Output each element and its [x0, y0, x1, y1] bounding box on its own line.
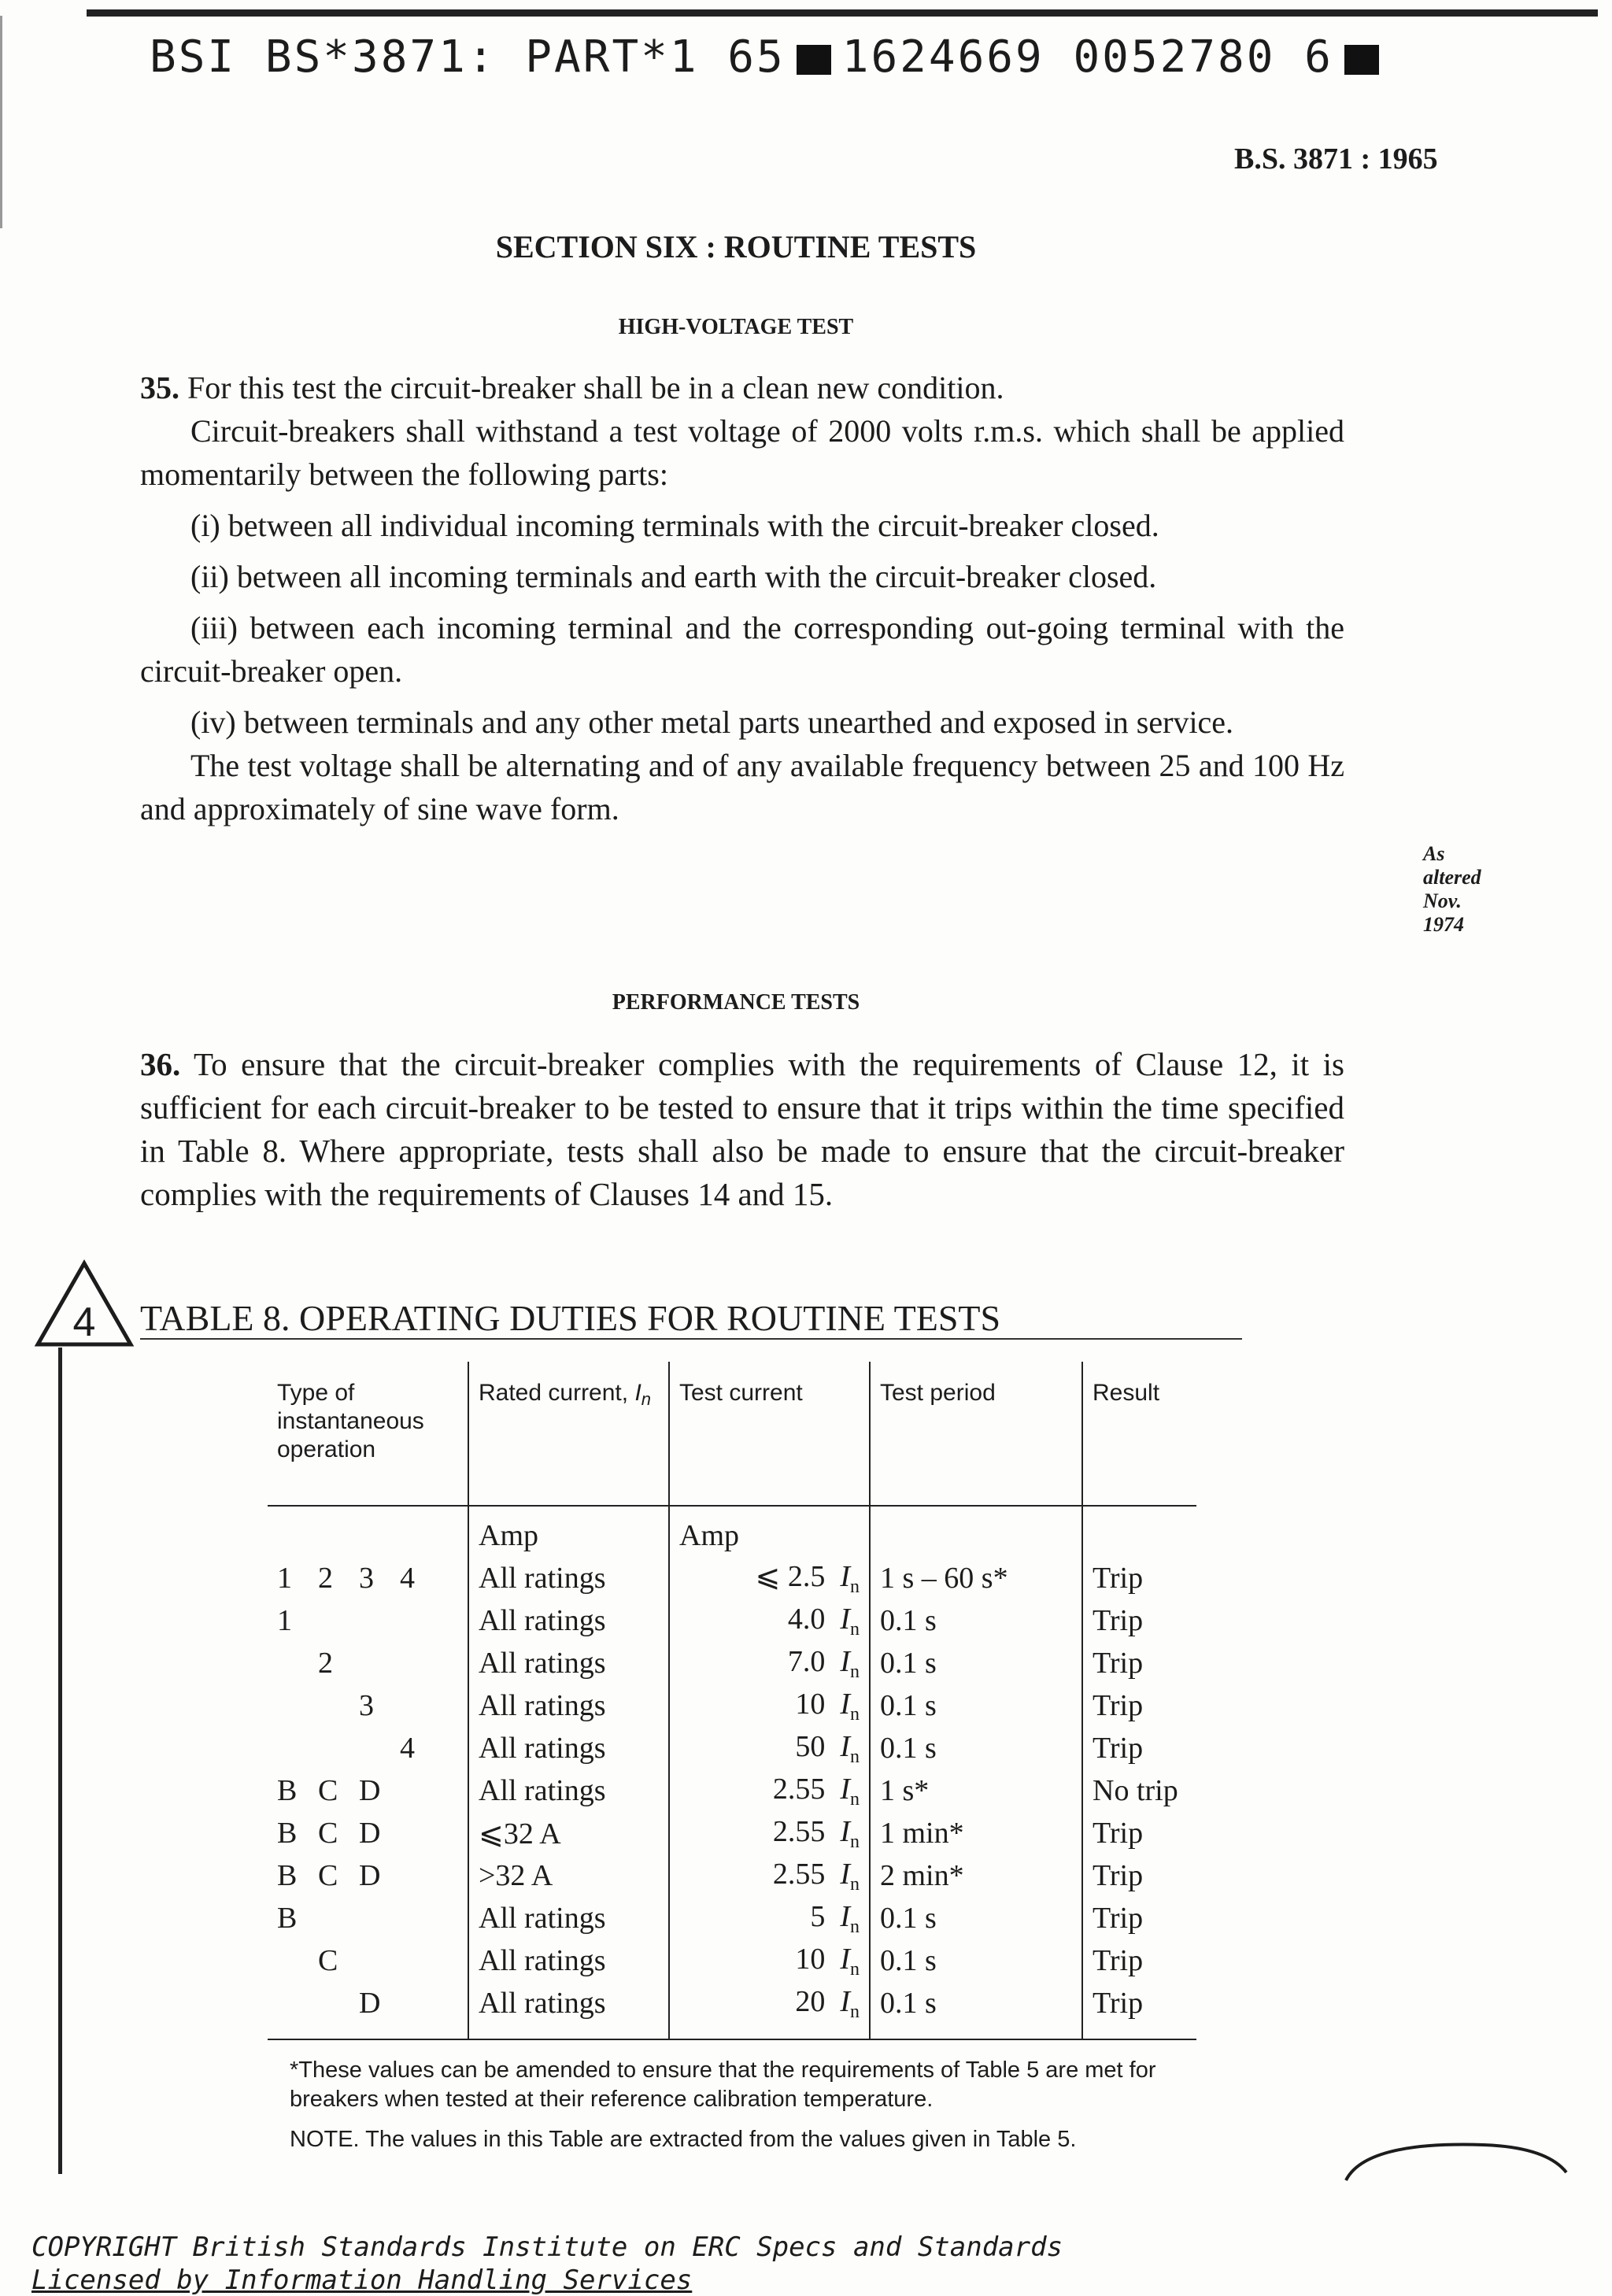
list-item: (iii) between each incoming terminal and the corresponding out-going terminal with the circuit-breaker open. — [140, 610, 1344, 689]
current-subscript: n — [850, 1873, 860, 1895]
cell-test-current — [669, 1812, 870, 1854]
operation-code: 3 — [359, 1689, 374, 1722]
amendment-triangle-icon — [33, 1259, 135, 1354]
margin-note-line: 1974 — [1423, 913, 1464, 936]
cell-result: Trip — [1082, 1939, 1196, 1982]
black-block-mark — [797, 45, 831, 75]
cell-result: No trip — [1082, 1769, 1196, 1812]
current-symbol: I — [840, 1729, 850, 1763]
cell-result: Trip — [1082, 1642, 1196, 1684]
cell-operation-type — [268, 1982, 468, 2039]
current-subscript: n — [850, 1703, 860, 1725]
margin-note — [1423, 842, 1481, 937]
test-current-value: 2.55 — [772, 1814, 826, 1848]
top-rule — [87, 9, 1598, 17]
current-symbol: I — [840, 1602, 850, 1636]
test-current-value: ⩽ 2.5 — [755, 1560, 826, 1593]
cell-result: Trip — [1082, 1982, 1196, 2039]
clause-36-text: To ensure that the circuit-breaker complies with the requirements of Clause 12, it is sufficient for each circuit-breaker to be tested to ensure that it trips within the time specified in Table 8. Where appropriate, tests shall also be made to ensure that the circuit-breaker complies with the requirements of Clauses 14 and 15. — [140, 1046, 1344, 1212]
table-note: NOTE. The values in this Table are extracted from the values given in Table 5. — [290, 2127, 1077, 2152]
cell-operation-type — [268, 1727, 468, 1769]
list-item: (ii) between all incoming terminals and earth with the circuit-breaker closed. — [190, 559, 1157, 594]
current-subscript: n — [850, 1831, 860, 1852]
current-subscript: n — [850, 1788, 860, 1810]
operating-duties-table — [268, 1362, 1196, 2040]
cell-test-current — [669, 1982, 870, 2039]
current-subscript: n — [850, 1916, 860, 1937]
licence-line: Licensed by Information Handling Services — [31, 2265, 693, 2296]
cell-result: Trip — [1082, 1557, 1196, 1599]
cell-operation-type — [268, 1854, 468, 1897]
unit-rated-current: Amp — [468, 1506, 669, 1557]
section-title: SECTION SIX : ROUTINE TESTS — [495, 229, 977, 264]
cell-operation-type — [268, 1684, 468, 1727]
test-current-value: 7.0 — [787, 1644, 826, 1678]
cell-rated-current: All ratings — [468, 1727, 669, 1769]
cell-rated-current: ⩽32 A — [468, 1812, 669, 1854]
cell-test-current — [669, 1727, 870, 1769]
operation-code: 3 — [359, 1562, 374, 1595]
table-row — [268, 1557, 1196, 1599]
test-current-value: 50 — [795, 1729, 826, 1763]
cell-operation-type — [268, 1769, 468, 1812]
cell-test-period: 0.1 s — [870, 1897, 1082, 1939]
cell-rated-current: All ratings — [468, 1769, 669, 1812]
table-row — [268, 1642, 1196, 1684]
margin-note-line: Nov. — [1423, 889, 1462, 912]
operation-code: D — [359, 1987, 381, 2020]
list-item: (iv) between terminals and any other metal parts unearthed and exposed in service. — [190, 704, 1234, 740]
column-header-rated-current: Rated current, $I_n$ — [468, 1362, 669, 1506]
clause-number: 36. — [140, 1046, 181, 1082]
operation-code: C — [318, 1944, 338, 1977]
margin-note-line: As — [1423, 842, 1445, 865]
table-cell — [1082, 1506, 1196, 1557]
cell-result: Trip — [1082, 1684, 1196, 1727]
table-row — [268, 1812, 1196, 1854]
current-symbol: I — [840, 1984, 850, 2018]
table-row — [268, 1897, 1196, 1939]
test-current-value: 10 — [795, 1942, 826, 1976]
scan-edge — [0, 16, 2, 228]
cell-test-period: 0.1 s — [870, 1599, 1082, 1642]
clause-35 — [140, 366, 1344, 830]
cell-test-current — [669, 1939, 870, 1982]
test-current-value: 5 — [810, 1899, 826, 1933]
cell-rated-current: All ratings — [468, 1599, 669, 1642]
test-current-value: 10 — [795, 1687, 826, 1721]
cell-rated-current: All ratings — [468, 1684, 669, 1727]
cell-operation-type — [268, 1599, 468, 1642]
operation-code: 2 — [318, 1647, 333, 1680]
current-subscript: n — [850, 1577, 860, 1597]
cell-rated-current: >32 A — [468, 1854, 669, 1897]
current-symbol: I — [840, 1687, 850, 1721]
column-header-test-period: Test period — [870, 1362, 1082, 1506]
table-row — [268, 1854, 1196, 1897]
amendment-number: 4 — [72, 1300, 96, 1345]
clause-35-intro: For this test the circuit-breaker shall be in a clean new condition. — [187, 370, 1004, 405]
table-row — [268, 1599, 1196, 1642]
table-cell — [870, 1506, 1082, 1557]
cell-rated-current: All ratings — [468, 1939, 669, 1982]
table-title-rule — [140, 1338, 1242, 1340]
units-row — [268, 1506, 1196, 1557]
unit-test-current: Amp — [669, 1506, 870, 1557]
table-title: TABLE 8. OPERATING DUTIES FOR ROUTINE TESTS — [140, 1298, 1001, 1338]
test-current-value: 4.0 — [787, 1602, 826, 1636]
cell-rated-current: All ratings — [468, 1642, 669, 1684]
table-row — [268, 1684, 1196, 1727]
black-block-mark — [1344, 45, 1379, 75]
operation-code: B — [277, 1774, 298, 1807]
cell-test-period: 2 min* — [870, 1854, 1082, 1897]
test-current-value: 20 — [795, 1984, 826, 2018]
current-symbol: I — [840, 1899, 850, 1933]
column-header-type: Type of instantaneous operation — [268, 1362, 468, 1506]
cell-test-current — [669, 1599, 870, 1642]
current-symbol: I — [840, 1857, 850, 1891]
cell-test-period: 0.1 s — [870, 1939, 1082, 1982]
cell-rated-current: All ratings — [468, 1897, 669, 1939]
document-code-part1: BSI BS*3871: PART*1 65 — [150, 31, 786, 83]
cell-test-current — [669, 1642, 870, 1684]
operation-code: B — [277, 1817, 298, 1850]
current-subscript: n — [850, 2001, 860, 2022]
current-symbol: I — [840, 1644, 850, 1678]
table-body — [268, 1506, 1196, 2039]
document-code — [150, 31, 1390, 83]
document-code-part2: 1624669 0052780 6 — [841, 31, 1333, 83]
standard-reference: B.S. 3871 : 1965 — [1234, 142, 1438, 176]
cell-result: Trip — [1082, 1599, 1196, 1642]
current-symbol: I — [840, 1942, 850, 1976]
cell-test-current — [669, 1854, 870, 1897]
operation-code: D — [359, 1859, 381, 1892]
operation-code: D — [359, 1774, 381, 1807]
cell-test-current — [669, 1897, 870, 1939]
test-current-value: 2.55 — [772, 1857, 826, 1891]
cell-test-current — [669, 1684, 870, 1727]
operation-code: D — [359, 1817, 381, 1850]
amendment-bar — [58, 1348, 62, 2174]
cell-operation-type — [268, 1812, 468, 1854]
cell-operation-type — [268, 1939, 468, 1982]
copyright-line: COPYRIGHT British Standards Institute on ERC Specs and Standards — [31, 2231, 1063, 2263]
cell-test-period: 0.1 s — [870, 1727, 1082, 1769]
operation-code: 4 — [400, 1732, 415, 1765]
cell-rated-current: All ratings — [468, 1557, 669, 1599]
column-header-result: Result — [1082, 1362, 1196, 1506]
current-subscript: n — [850, 1661, 860, 1682]
operation-code: C — [318, 1817, 338, 1850]
operation-code: C — [318, 1859, 338, 1892]
cell-test-current — [669, 1557, 870, 1599]
clause-35-paragraph: Circuit-breakers shall withstand a test voltage of 2000 volts r.m.s. which shall be applied momentarily between the following parts: — [140, 413, 1344, 492]
operation-code: 2 — [318, 1562, 333, 1595]
clause-number: 35. — [140, 370, 179, 405]
operation-code: 1 — [277, 1604, 292, 1637]
cell-test-period: 1 min* — [870, 1812, 1082, 1854]
operation-code: 1 — [277, 1562, 292, 1595]
current-symbol: I — [840, 1560, 850, 1593]
table-row — [268, 1727, 1196, 1769]
operation-code: C — [318, 1774, 338, 1807]
high-voltage-heading: HIGH-VOLTAGE TEST — [618, 315, 854, 339]
cell-rated-current: All ratings — [468, 1982, 669, 2039]
clause-36 — [140, 1043, 1344, 1216]
cell-operation-type — [268, 1642, 468, 1684]
table-row — [268, 1769, 1196, 1812]
current-symbol: I — [840, 1772, 850, 1806]
margin-curve-mark — [1342, 2125, 1578, 2192]
table-row — [268, 1982, 1196, 2039]
margin-note-line: altered — [1423, 866, 1481, 889]
cell-test-period: 1 s – 60 s* — [870, 1557, 1082, 1599]
current-subscript: n — [850, 1746, 860, 1767]
cell-result: Trip — [1082, 1897, 1196, 1939]
test-current-value: 2.55 — [772, 1772, 826, 1806]
performance-heading: PERFORMANCE TESTS — [612, 990, 860, 1015]
cell-operation-type — [268, 1897, 468, 1939]
current-symbol: I — [840, 1814, 850, 1848]
current-subscript: n — [850, 1958, 860, 1980]
cell-test-period: 0.1 s — [870, 1642, 1082, 1684]
table-header-row — [268, 1362, 1196, 1506]
operation-code: B — [277, 1902, 298, 1935]
cell-test-current — [669, 1769, 870, 1812]
table-footnote: *These values can be amended to ensure that the requirements of Table 5 are met for breakers when tested at their reference calibration temperature. — [290, 2058, 1156, 2112]
list-item: (i) between all individual incoming terminals with the circuit-breaker closed. — [190, 508, 1159, 543]
cell-result: Trip — [1082, 1812, 1196, 1854]
cell-test-period: 0.1 s — [870, 1982, 1082, 2039]
operation-code: 4 — [400, 1562, 415, 1595]
cell-test-period: 1 s* — [870, 1769, 1082, 1812]
table-row — [268, 1939, 1196, 1982]
voltage-note: The test voltage shall be alternating and of any available frequency between 25 and 100 Hz and approximately of sine wave form. — [140, 748, 1344, 826]
table-cell — [268, 1506, 468, 1557]
cell-result: Trip — [1082, 1727, 1196, 1769]
cell-result: Trip — [1082, 1854, 1196, 1897]
cell-operation-type — [268, 1557, 468, 1599]
cell-test-period: 0.1 s — [870, 1684, 1082, 1727]
operation-code: B — [277, 1859, 298, 1892]
column-header-test-current: Test current — [669, 1362, 870, 1506]
current-subscript: n — [850, 1618, 860, 1640]
